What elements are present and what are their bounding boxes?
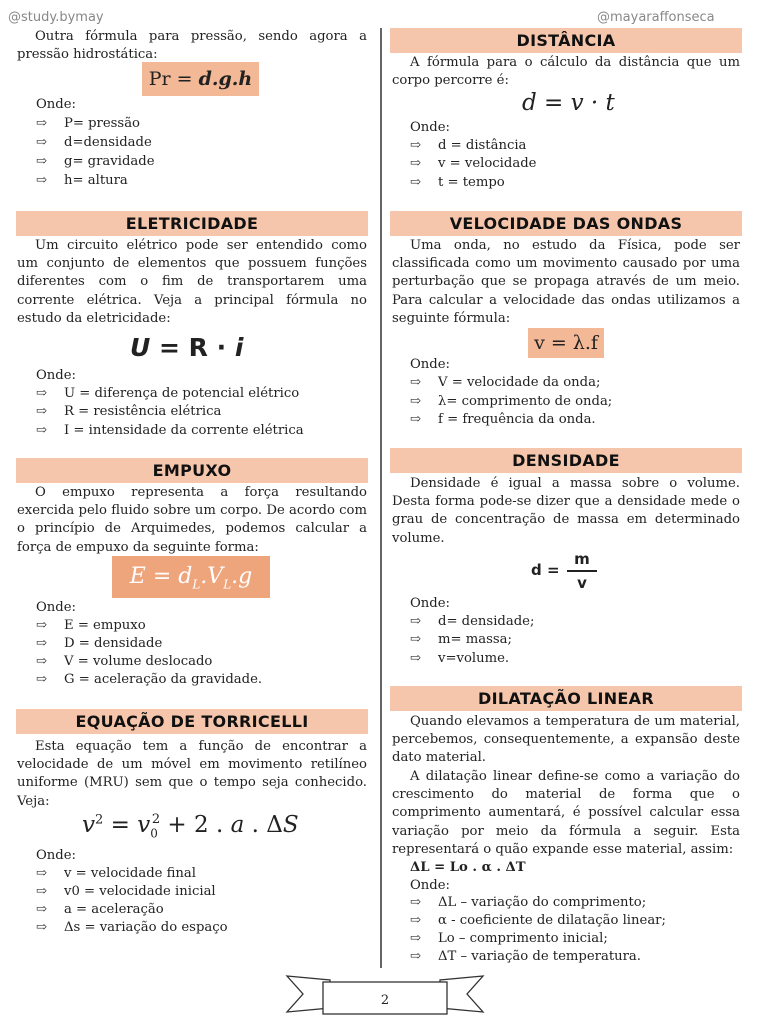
list-item: ⇨ R = resistência elétrica bbox=[36, 404, 222, 419]
list-item: ⇨ V = volume deslocado bbox=[36, 654, 213, 669]
list-item: ⇨ ΔL – variação do comprimento; bbox=[410, 895, 647, 910]
list-item: ⇨ P= pressão bbox=[36, 116, 141, 131]
list-item: ⇨ v=volume. bbox=[410, 651, 510, 666]
list-item: ⇨ λ= comprimento de onda; bbox=[410, 394, 613, 409]
list-item: ⇨ d= densidade; bbox=[410, 614, 535, 629]
list-item: ⇨ t = tempo bbox=[410, 175, 505, 190]
list-item: ⇨ v = velocidade bbox=[410, 156, 537, 171]
list-item: ⇨ a = aceleração bbox=[36, 902, 164, 917]
list-item: ⇨ U = diferença de potencial elétrico bbox=[36, 386, 300, 401]
ondas-onde: Onde: bbox=[410, 357, 450, 372]
eletricidade-onde: Onde: bbox=[36, 368, 76, 383]
list-item: ⇨ h= altura bbox=[36, 173, 128, 188]
header-right: @mayaraffonseca bbox=[597, 10, 715, 25]
distancia-text: A fórmula para o cálculo da distância que um corpo percorre é: bbox=[392, 55, 740, 89]
page-number: 2 bbox=[380, 993, 390, 1008]
list-item: ⇨ ΔT – variação de temperatura. bbox=[410, 949, 641, 964]
torricelli-formula: $v^2 = v_0^2 + 2$ . a . ΔS bbox=[82, 812, 299, 841]
torricelli-text: Esta equação tem a função de encontrar a velocidade de um móvel em movimento retilíneo uniforme (MRU) sem que o tempo seja conhecido. Veja: bbox=[17, 739, 367, 809]
pressao-formula: Pr = d.g.h bbox=[142, 62, 259, 96]
dilatacao-title: DILATAÇÃO LINEAR bbox=[390, 686, 742, 711]
empuxo-title: EMPUXO bbox=[16, 458, 368, 483]
list-item: ⇨ D = densidade bbox=[36, 636, 163, 651]
densidade-formula: d = m v bbox=[531, 550, 611, 594]
distancia-onde: Onde: bbox=[410, 120, 450, 135]
list-item: ⇨ G = aceleração da gravidade. bbox=[36, 672, 263, 687]
list-item: ⇨ g= gravidade bbox=[36, 154, 155, 169]
torricelli-onde: Onde: bbox=[36, 848, 76, 863]
distancia-title: DISTÂNCIA bbox=[390, 28, 742, 53]
column-divider bbox=[380, 28, 382, 968]
densidade-title: DENSIDADE bbox=[390, 448, 742, 473]
ondas-title: VELOCIDADE DAS ONDAS bbox=[390, 211, 742, 236]
dilatacao-text2: A dilatação linear define-se como a variação do crescimento do material de forma que o comprimento aumentará, é possível calcular essa variação por meio da fórmula a seguir. Esta representará o quão expande esse material, assim: bbox=[392, 769, 740, 857]
list-item: ⇨ E = empuxo bbox=[36, 618, 146, 633]
list-item: ⇨ Lo – comprimento inicial; bbox=[410, 931, 608, 946]
dilatacao-onde: Onde: bbox=[410, 878, 450, 893]
list-item: ⇨ I = intensidade da corrente elétrica bbox=[36, 423, 304, 438]
empuxo-text: O empuxo representa a força resultando exercida pelo fluido sobre um corpo. De acordo com o princípio de Arquimedes, podemos calcular a força de empuxo da seguinte forma: bbox=[17, 485, 367, 555]
empuxo-formula: $E = d_L.V_L.g$ bbox=[112, 556, 270, 598]
pressao-onde: Onde: bbox=[36, 97, 76, 112]
page-ribbon bbox=[285, 968, 485, 1018]
distancia-formula: d = v · t bbox=[522, 90, 615, 116]
list-item: ⇨ α - coeficiente de dilatação linear; bbox=[410, 913, 666, 928]
torricelli-title: EQUAÇÃO DE TORRICELLI bbox=[16, 709, 368, 734]
header-left: @study.bymay bbox=[8, 10, 104, 25]
list-item: ⇨ Δs = variação do espaço bbox=[36, 920, 228, 935]
dilatacao-text1: Quando elevamos a temperatura de um material, percebemos, consequentemente, a expansão deste dato material. bbox=[392, 714, 740, 766]
list-item: ⇨ v = velocidade final bbox=[36, 866, 197, 881]
list-item: ⇨ v0 = velocidade inicial bbox=[36, 884, 216, 899]
list-item: ⇨ f = frequência da onda. bbox=[410, 412, 596, 427]
list-item: ⇨ m= massa; bbox=[410, 632, 512, 647]
list-item: ⇨ d=densidade bbox=[36, 135, 152, 150]
ondas-formula: v = λ.f bbox=[528, 328, 604, 358]
densidade-text: Densidade é igual a massa sobre o volume. Desta forma pode-se dizer que a densidade mede o grau de concentração de massa em determinado volume. bbox=[392, 476, 740, 546]
densidade-onde: Onde: bbox=[410, 596, 450, 611]
empuxo-onde: Onde: bbox=[36, 600, 76, 615]
eletricidade-text: Um circuito elétrico pode ser entendido como um conjunto de elementos que possuem funções diferentes com o fim de transportarem uma corrente elétrica. Veja a principal fórmula no estudo da eletricidade: bbox=[17, 238, 367, 326]
pressao-intro: Outra fórmula para pressão, sendo agora a pressão hidrostática: bbox=[17, 29, 367, 63]
eletricidade-formula: U = R · i bbox=[130, 333, 244, 362]
ondas-text: Uma onda, no estudo da Física, pode ser classificada como um movimento causado por uma perturbação que se propaga através de um meio. Para calcular a velocidade das ondas utilizamos a seguinte fórmula: bbox=[392, 238, 740, 326]
eletricidade-title: ELETRICIDADE bbox=[16, 211, 368, 236]
list-item: ⇨ V = velocidade da onda; bbox=[410, 375, 601, 390]
list-item: ⇨ d = distância bbox=[410, 138, 527, 153]
dilatacao-formula: ΔL = Lo . α . ΔT bbox=[410, 860, 526, 875]
